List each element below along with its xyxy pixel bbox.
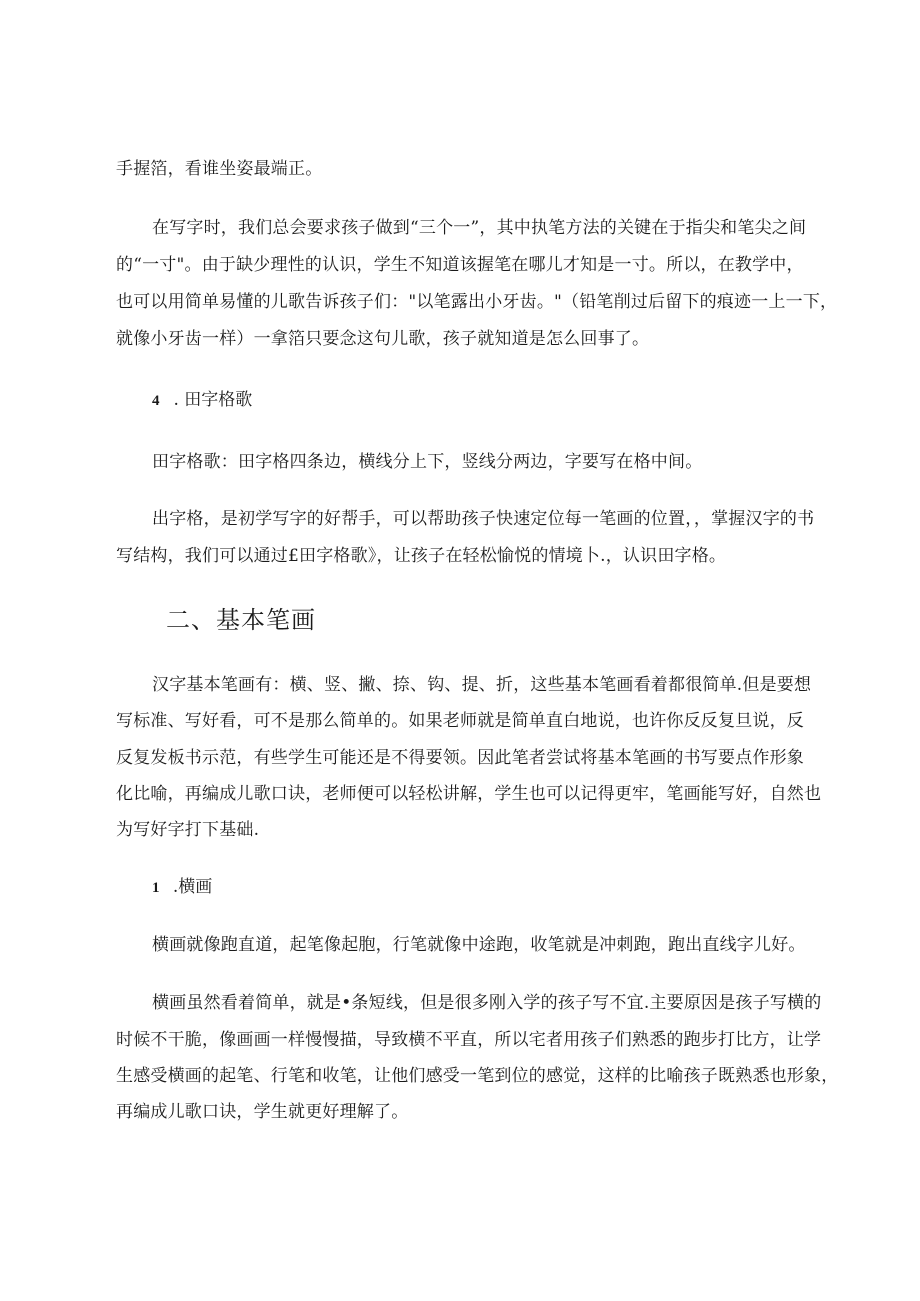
paragraph-line: 在写字时，我们总会要求孩子做到“三个一”，其中执笔方法的关键在于指尖和笔尖之间 <box>152 218 807 238</box>
paragraph-line: 汉字基本笔画有：横、竖、撇、捺、钩、提、折，这些基本笔画看着都很简单.但是要想 <box>152 675 812 695</box>
subheading-text: . 田字格歌 <box>173 390 253 410</box>
paragraph-line: 也可以用简单易懂的儿歌告诉孩子们："以笔露出小牙齿。"（铅笔削过后留下的痕迹一上一下， <box>116 292 838 312</box>
paragraph-line: 田字格歌：田字格四条边，横线分上下，竖线分两边，字要写在格中间。 <box>152 452 703 472</box>
paragraph-line: 出字格，是初学写字的好帮手，可以帮助孩子快速定位每一笔画的位置，，掌握汉字的书 <box>152 509 815 529</box>
paragraph-line: 化比喻，再编成儿歌口诀，老师便可以轻松讲解，学生也可以记得更牢，笔画能写好，自然也 <box>116 784 822 804</box>
paragraph-line: 手握箔，看谁坐姿最端正。 <box>116 159 323 179</box>
paragraph-line: 时候不干脆，像画画一样慢慢描，导致横不平直，所以宅者用孩子们熟悉的跑步打比方，让学 <box>116 1030 822 1050</box>
paragraph-line: 为写好字打下基础. <box>116 820 260 840</box>
paragraph-line: 写结构，我们可以通过£田字格歌》，让孩子在轻松愉悦的情境卜.，认识田字格。 <box>116 546 727 566</box>
paragraph-line: 写标准、写好看，可不是那么简单的。如果老师就是简单直白地说，也许你反反复旦说，反 <box>116 711 804 731</box>
section-title: 二、基本笔画 <box>166 606 316 634</box>
paragraph-line: 生感受横画的起笔、行笔和收笔，让他们感受一笔到位的感觉，这样的比喻孩子既熟悉也形象， <box>116 1066 839 1086</box>
subheading-number: 1 <box>152 880 160 896</box>
paragraph-line: 的“一寸"。由于缺少理性的认识，学生不知道该握笔在哪儿才知是一寸。所以，在教学中， <box>116 255 804 275</box>
paragraph-line: 横画虽然看着简单，就是•条短线，但是很多刚入学的孩子写不宜.主要原因是孩子写横的 <box>152 993 822 1013</box>
subheading-1 <box>152 877 212 898</box>
paragraph-line: 反复发板书示范，有些学生可能还是不得要领。因此笔者尝试将基本笔画的书写要点作形象 <box>116 748 804 768</box>
subheading-number: 4 <box>152 393 160 409</box>
subheading-4 <box>152 390 252 411</box>
paragraph-line: 横画就像跑直道，起笔像起胞，行笔就像中途跑，收笔就是冲刺跑，跑出直线字儿好。 <box>152 935 806 955</box>
paragraph-line: 就像小牙齿一样）一拿箔只要念这句儿歌，孩子就知道是怎么回事了。 <box>116 329 650 349</box>
subheading-text: .横画 <box>167 877 213 897</box>
paragraph-line: 再编成儿歌口诀，学生就更好理解了。 <box>116 1102 409 1122</box>
